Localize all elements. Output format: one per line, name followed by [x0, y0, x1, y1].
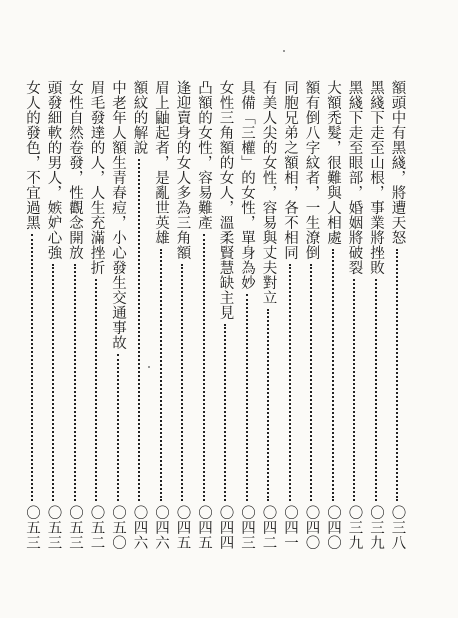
toc-entry [236, 80, 258, 550]
toc-entry-page-number: 〇四四 [217, 505, 234, 550]
toc-entry [129, 80, 151, 550]
dot-leader [396, 249, 398, 501]
toc-entry-page-number: 〇三九 [368, 505, 384, 550]
dot-leader [353, 279, 355, 501]
toc-entry-page-number: 〇四二 [260, 505, 277, 550]
toc-entry [387, 80, 409, 550]
toc-entry-title: 頭發細軟的男人，嫉妒心強 [45, 80, 62, 260]
toc-entry-page-number: 〇五〇 [110, 505, 126, 550]
dot-leader [117, 354, 119, 501]
dot-leader [375, 279, 377, 501]
dot-leader [267, 309, 269, 501]
toc-entry-title: 大額禿髮，很難與人相處 [325, 80, 341, 245]
toc-entry [258, 80, 280, 550]
toc-entry-title: 同胞兄弟之額相，各不相同 [282, 80, 298, 260]
toc-entry [107, 80, 129, 550]
dot-leader [138, 159, 140, 501]
table-of-contents [24, 80, 408, 550]
toc-entry-title: 黑綫下走至眼部，婚姻將破裂 [346, 80, 363, 275]
toc-entry-page-number: 〇四六 [153, 505, 169, 550]
toc-entry-title: 女性自然卷發，性觀念開放 [67, 80, 83, 260]
dot-leader [160, 249, 162, 501]
toc-entry-page-number: 〇五三 [67, 505, 83, 550]
toc-entry-page-number: 〇四五 [196, 505, 212, 550]
speck-mark [148, 366, 150, 368]
toc-entry [21, 80, 43, 550]
dot-leader [224, 324, 226, 501]
dot-leader [52, 264, 54, 501]
toc-entry [365, 80, 387, 550]
toc-entry-title: 女性三角額的女人，溫柔賢慧缺主見 [217, 80, 234, 320]
dot-leader [289, 264, 291, 501]
toc-entry-page-number: 〇五三 [24, 505, 40, 550]
toc-entry [322, 80, 344, 550]
toc-entry-title: 額有倒八字紋者，一生潦倒 [303, 80, 320, 260]
toc-entry [172, 80, 194, 550]
toc-entry-title: 黑綫下走至山根，事業將挫敗 [368, 80, 384, 275]
toc-entry-page-number: 〇四〇 [303, 505, 320, 550]
toc-entry [43, 80, 65, 550]
toc-entry-title: 具備「三權」的女性，單身為妙 [239, 80, 255, 290]
toc-entry-page-number: 〇三九 [346, 505, 363, 550]
toc-entry-page-number: 〇三八 [389, 505, 406, 550]
toc-entry-page-number: 〇四五 [174, 505, 191, 550]
dot-leader [310, 264, 312, 501]
toc-entry-page-number: 〇五二 [88, 505, 105, 550]
toc-entry-title: 逢迎賣身的女人多為三角額 [174, 80, 191, 260]
toc-entry [64, 80, 86, 550]
toc-entry-title: 額紋的解說 [131, 80, 148, 155]
toc-entry-title: 眉上鼬起者，是亂世英雄 [153, 80, 169, 245]
toc-entry-title: 有美人尖的女性，容易與丈夫對立 [260, 80, 277, 305]
toc-entry-title: 中老年人額生青春痘，小心發生交通事故 [110, 80, 126, 350]
speck-mark [283, 50, 285, 52]
toc-entry-page-number: 〇四三 [239, 505, 255, 550]
toc-entry-title: 女人的發色，不宜過黑 [24, 80, 40, 230]
toc-entry-title: 眉毛發達的人，人生充滿挫折 [88, 80, 105, 275]
toc-entry [301, 80, 323, 550]
toc-entry-page-number: 〇四〇 [325, 505, 341, 550]
dot-leader [181, 264, 183, 501]
toc-entry-title: 凸額的女性，容易難產 [196, 80, 212, 230]
toc-entry [215, 80, 237, 550]
toc-entry [86, 80, 108, 550]
toc-entry-page-number: 〇四一 [282, 505, 298, 550]
dot-leader [74, 264, 76, 501]
dot-leader [203, 234, 205, 501]
dot-leader [95, 279, 97, 501]
dot-leader [246, 294, 248, 501]
dot-leader [31, 234, 33, 501]
toc-entry-title: 額頭中有黑綫，將遭天怒 [389, 80, 406, 245]
toc-entry [150, 80, 172, 550]
toc-entry [279, 80, 301, 550]
toc-entry [344, 80, 366, 550]
toc-entry-page-number: 〇五三 [45, 505, 62, 550]
toc-entry-page-number: 〇四六 [131, 505, 148, 550]
toc-entry [193, 80, 215, 550]
dot-leader [332, 249, 334, 501]
